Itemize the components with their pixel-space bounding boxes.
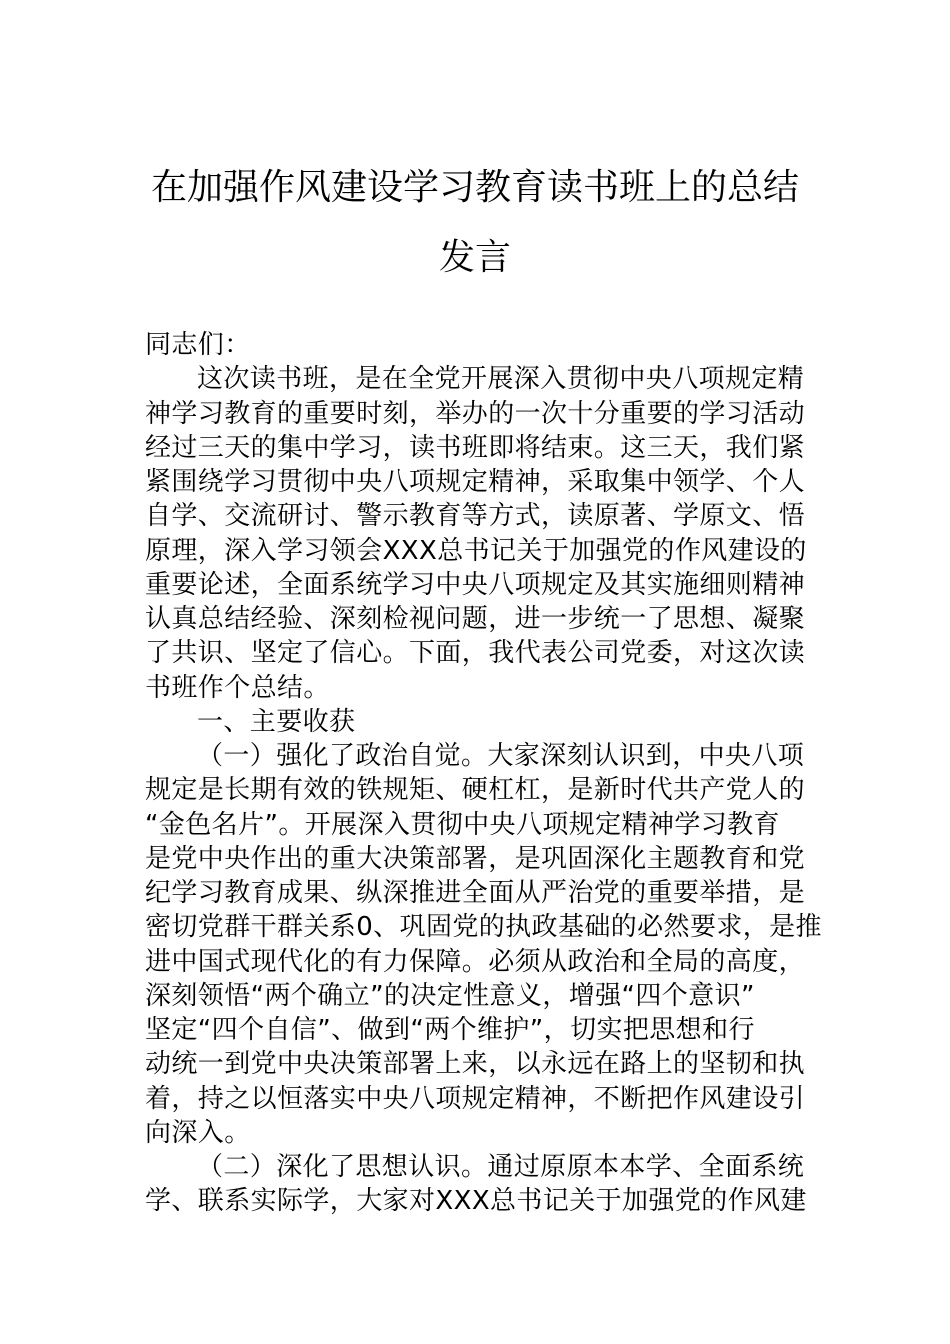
paragraph-line: 向深入。 xyxy=(145,1117,251,1148)
paragraph-line: “金色名片”。开展深入贯彻中央八项规定精神学习教育 xyxy=(145,809,780,840)
salutation: 同志们： xyxy=(145,330,251,360)
document-title-line-2: 发言 xyxy=(438,237,511,278)
document-title-line-1: 在加强作风建设学习教育读书班上的总结 xyxy=(150,167,799,208)
paragraph-line: 纪学习教育成果、纵深推进全面从严治党的重要举措，是 xyxy=(145,878,806,908)
paragraph-line: 着，持之以恒落实中央八项规定精神，不断把作风建设引 xyxy=(145,1083,806,1114)
paragraph-line: （二）深化了思想认识。通过原原本本学、全面系统 xyxy=(197,1152,805,1182)
paragraph-line: 进中国式现代化的有力保障。必须从政治和全局的高度， xyxy=(145,946,806,977)
paragraph-line: 动统一到党中央决策部署上来，以永远在路上的坚韧和执 xyxy=(145,1049,806,1080)
paragraph-line: 重要论述，全面系统学习中央八项规定及其实施细则精神 xyxy=(145,569,806,600)
paragraph-line: 规定是长期有效的铁规矩、硬杠杠，是新时代共产党人的 xyxy=(145,775,806,806)
paragraph-line: 学、联系实际学，大家对XXX总书记关于加强党的作风建 xyxy=(145,1186,807,1217)
paragraph-line: 书班作个总结。 xyxy=(145,672,330,703)
paragraph-line: 认真总结经验、深刻检视问题，进一步统一了思想、凝聚 xyxy=(145,604,806,634)
paragraph-line: 这次读书班，是在全党开展深入贯彻中央八项规定精 xyxy=(197,364,805,395)
paragraph-line: 经过三天的集中学习，读书班即将结束。这三天，我们紧 xyxy=(145,432,806,463)
paragraph-line: （一）强化了政治自觉。大家深刻认识到，中央八项 xyxy=(197,741,805,771)
paragraph-line: 深刻领悟“两个确立”的决定性意义，增强“四个意识” xyxy=(145,980,755,1011)
paragraph-line: 密切党群干群关系0、巩固党的执政基础的必然要求，是推 xyxy=(145,912,822,943)
document-body xyxy=(145,328,822,1219)
paragraph-line: 坚定“四个自信”、做到“两个维护”，切实把思想和行 xyxy=(145,1015,755,1045)
paragraph-line: 了共识、坚定了信心。下面，我代表公司党委，对这次读 xyxy=(145,638,806,669)
section-heading: 一、主要收获 xyxy=(197,706,356,737)
paragraph-line: 紧围绕学习贯彻中央八项规定精神，采取集中领学、个人 xyxy=(145,467,806,497)
paragraph-line: 自学、交流研讨、警示教育等方式，读原著、学原文、悟 xyxy=(145,501,806,532)
paragraph-line: 是党中央作出的重大决策部署，是巩固深化主题教育和党 xyxy=(145,843,806,874)
paragraph-line: 神学习教育的重要时刻，举办的一次十分重要的学习活动 xyxy=(145,398,806,429)
paragraph-line: 原理，深入学习领会XXX总书记关于加强党的作风建设的 xyxy=(145,535,807,566)
